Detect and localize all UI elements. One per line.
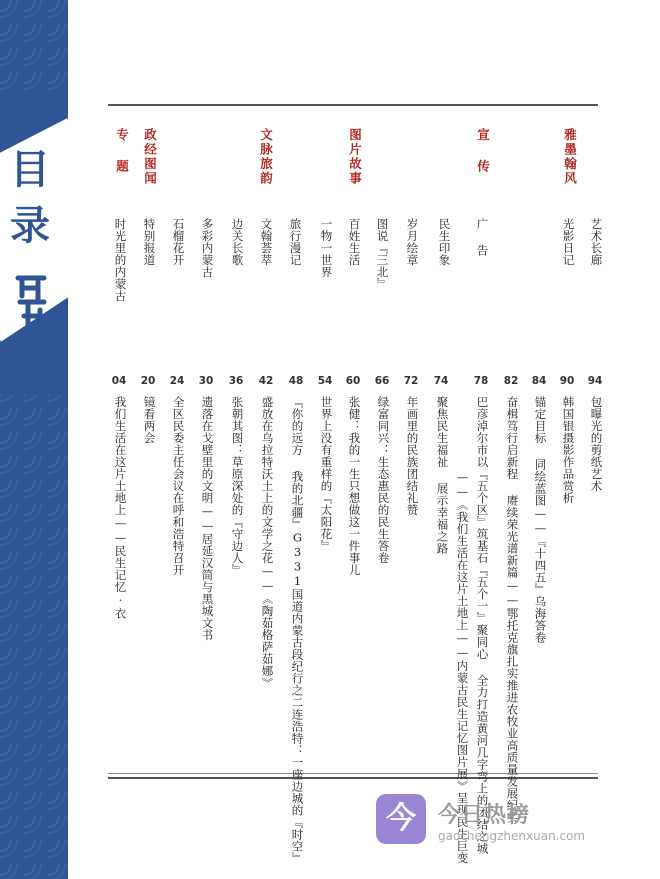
page-number: 66 — [374, 375, 390, 387]
page-number: 60 — [345, 375, 361, 387]
page-number: 54 — [317, 375, 333, 387]
page-number: 30 — [198, 375, 214, 387]
toc-entry: 韩国银摄影作品赏析 — [561, 396, 576, 504]
toc-title-char-1: 目 — [10, 146, 50, 193]
mongolian-script-title — [14, 272, 50, 332]
toc-entry: 锚定目标 同绘蓝图——『十四五』乌海答卷 — [533, 396, 548, 644]
toc-entry: 年画里的民族团结礼赞 — [405, 396, 420, 516]
toc-entry: 盛放在乌拉特沃土上的文学之花——《陶茹格萨茹娜》 — [260, 396, 275, 689]
page-number: 74 — [433, 375, 449, 387]
toc-entry: 巴彦淖尔市以『五个区』筑基石『五个一』聚同心 全力打造黄河几字弯上的团结之城 — [475, 396, 490, 855]
page-number: 90 — [559, 375, 575, 387]
watermark-title: 今日热榜 — [438, 803, 531, 828]
section-header: 雅墨翰风 — [562, 128, 578, 186]
column-title: 民生印象 — [437, 218, 452, 266]
column-title: 文翰荟萃 — [259, 218, 274, 266]
section-header: 文脉旅韵 — [258, 128, 274, 186]
section-header: 专 题 — [114, 128, 130, 174]
column-title: 一物一世界 — [319, 218, 334, 278]
page-number: 36 — [228, 375, 244, 387]
section-header: 图片故事 — [347, 128, 363, 186]
toc-entry: 全区民委主任会议在呼和浩特召开 — [171, 396, 186, 576]
page-number: 42 — [258, 375, 274, 387]
toc-entry: 世界上没有重样的『太阳花』 — [319, 396, 334, 552]
column-title: 多彩内蒙古 — [200, 218, 215, 278]
top-rule — [108, 104, 598, 106]
column-title: 时光里的内蒙古 — [113, 218, 128, 302]
toc-entry: 『你的远方 我的北疆』G331国道内蒙古段纪行之二连浩特：一座边城的『时空』 — [290, 396, 305, 865]
watermark-logo-icon: 今 — [376, 794, 426, 844]
column-title: 广 告 — [475, 218, 490, 257]
bottom-rule — [108, 773, 598, 774]
column-title: 石榴花开 — [171, 218, 186, 266]
page-number: 24 — [169, 375, 185, 387]
toc-entry: 张朝其图：草原深处的『守边人』 — [230, 396, 245, 576]
toc-entry: 聚焦民生福祉 展示幸福之路 — [435, 396, 450, 555]
page-number: 82 — [503, 375, 519, 387]
page-number: 04 — [111, 375, 127, 387]
column-title: 艺术长廊 — [589, 218, 604, 266]
column-title: 百姓生活 — [347, 218, 362, 266]
page-number: 72 — [403, 375, 419, 387]
toc-title-char-2: 录 — [10, 202, 50, 249]
toc-entry: 张健：我的一生只想做这一件事儿 — [347, 396, 362, 576]
column-title: 特别报道 — [142, 218, 157, 266]
section-header: 政经图闻 — [142, 128, 158, 186]
toc-entry: 绿富同兴：生态惠民的民生答卷 — [376, 396, 391, 564]
toc-entry: 奋楫笃行启新程 赓续荣光谱新篇——鄂托克旗扎实推进农牧业高质量发展纪实 — [505, 396, 520, 824]
column-title: 图说『三北』 — [375, 218, 390, 290]
column-title: 光影日记 — [561, 218, 576, 266]
column-title: 边关长歌 — [230, 218, 245, 266]
toc-entry: 我们生活在这片土地上——民生记忆·衣 — [113, 396, 128, 620]
page-number: 94 — [587, 375, 603, 387]
column-title: 岁月绘章 — [405, 218, 420, 266]
page-number: 78 — [473, 375, 489, 387]
watermark-url: gaochengzhenxuan.com — [438, 829, 586, 843]
toc-entry-subtitle: ——《我们生活在这片土地上——内蒙古民生记忆图片展》呈现民生巨变 — [455, 470, 470, 864]
toc-entry: 镜看两会 — [142, 396, 157, 444]
page-number: 20 — [140, 375, 156, 387]
page-number: 84 — [531, 375, 547, 387]
column-title: 旅行漫记 — [288, 218, 303, 266]
page-number: 48 — [288, 375, 304, 387]
toc-entry: 遗落在戈壁里的文明——居延汉简与黑城文书 — [200, 396, 215, 641]
section-header: 宣 传 — [475, 128, 491, 174]
bottom-rule-thick — [108, 777, 598, 779]
toc-entry: 包曝光的剪纸艺术 — [589, 396, 604, 492]
